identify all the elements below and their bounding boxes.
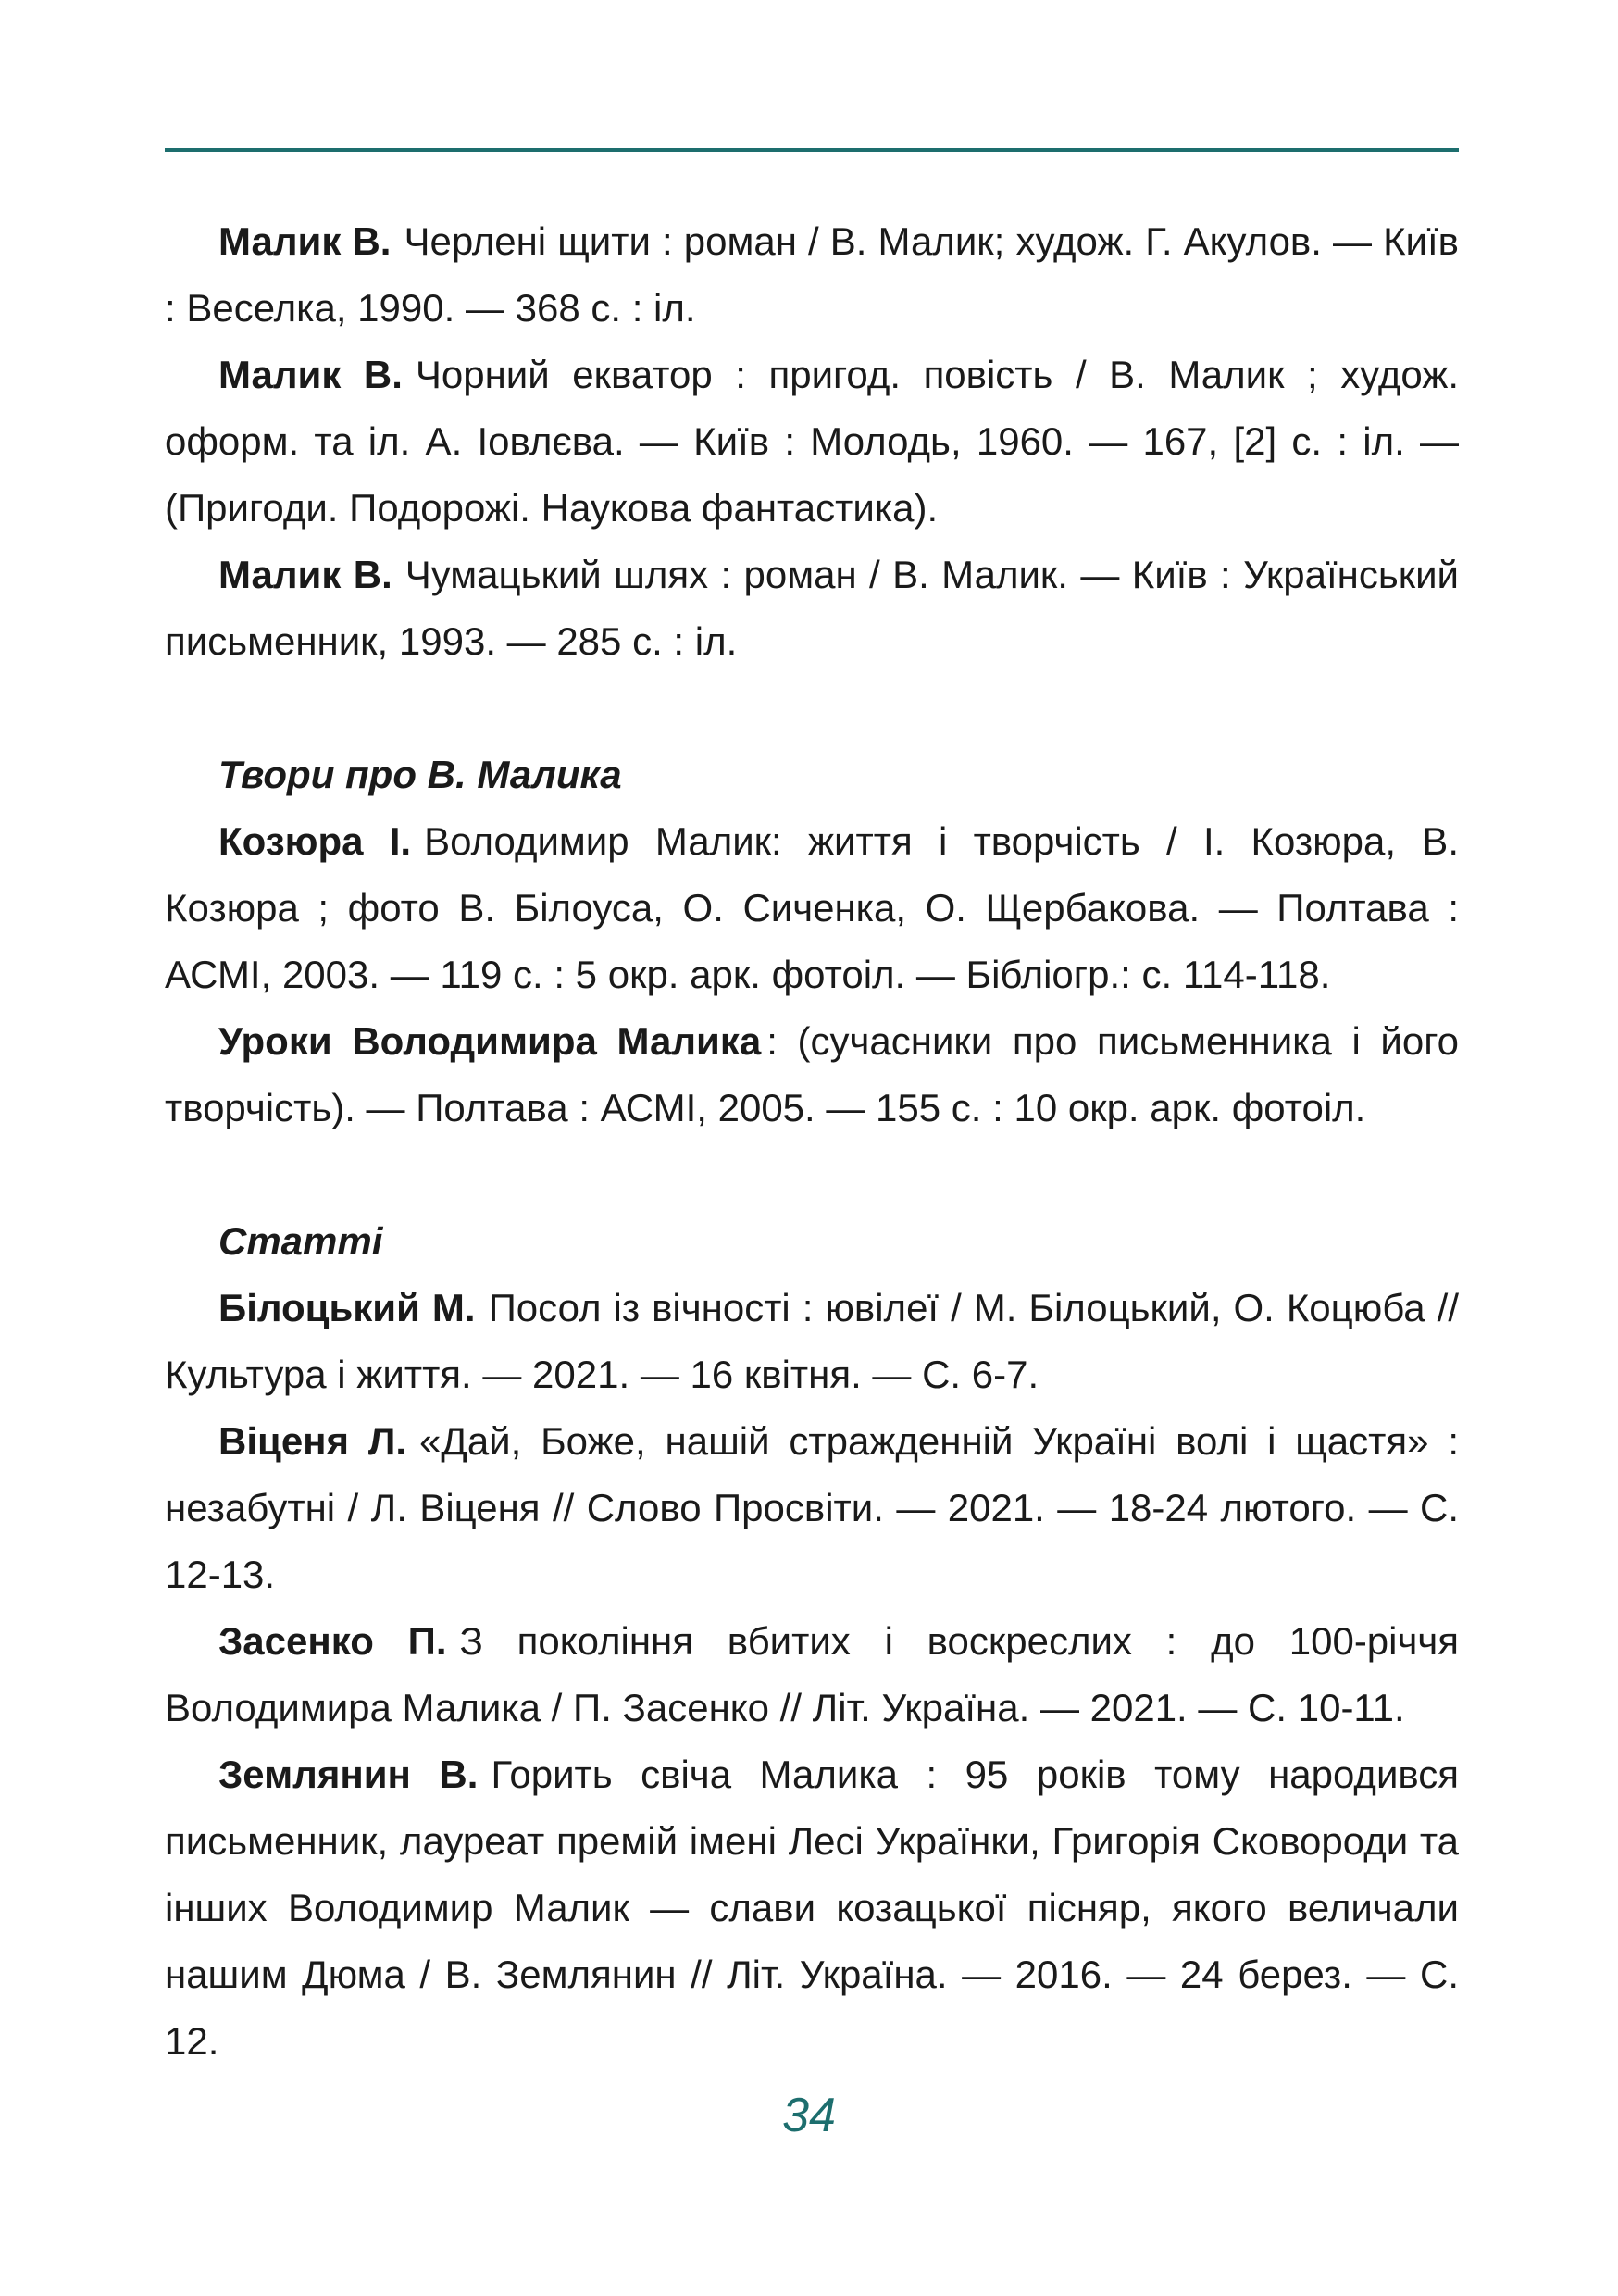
entry-author: Малик В. [218,219,392,263]
entry-author: Засенко П. [218,1619,447,1663]
section-heading-articles: Статті [218,1219,383,1263]
entry-author: Віценя Л. [218,1419,407,1463]
bibliography-entry [165,1408,1459,1608]
entry-author: Уроки Володимира Малика [218,1019,762,1063]
entry-text: Володимир Малик: життя і творчість / І. Козюра, В. Козюра ; фото В. Білоуса, О. Сиченка, О. Щербакова. — Полтава : АСМІ, 2003. — 119 с. : 5 окр. арк. фотоіл. — Бібліогр.: с. 114-118. [165,819,1459,996]
section-gap [165,1142,1459,1208]
entry-text: З покоління вбитих і воскреслих : до 100-річчя Володимира Малика / П. Засенко // Літ. Україна. — 2021. — С. 10-11. [165,1619,1459,1729]
entry-text: Черлені щити : роман / В. Малик; худож. Г. Акулов. — Київ : Веселка, 1990. — 368 с. : іл. [165,219,1459,330]
entry-text: Посол із вічності : ювілеї / М. Білоцький, О. Коцюба // Культура і життя. — 2021. — 16 квітня. — С. 6-7. [165,1286,1459,1396]
page-content [165,208,1459,2075]
entry-text: Чумацький шлях : роман / В. Малик. — Київ : Український письменник, 1993. — 285 с. : іл. [165,553,1460,663]
entry-author: Білоцький М. [218,1286,476,1329]
bibliography-entry [165,1741,1459,2075]
entry-author: Малик В. [218,353,403,396]
bibliography-entry [165,808,1459,1008]
entry-author: Малик В. [218,553,392,596]
entry-author: Землянин В. [218,1753,479,1796]
entry-text: : (сучасники про письменника і його творчість). — Полтава : АСМІ, 2005. — 155 с. : 10 окр. арк. фотоіл. [165,1019,1460,1129]
entry-text: Чорний екватор : пригод. повість / В. Малик ; худож. оформ. та іл. А. Іовлєва. — Київ : Молодь, 1960. — 167, [2] с. : іл. — (Пригоди. Подорожі. Наукова фантастика). [165,353,1459,530]
section-gap [165,675,1459,742]
bibliography-entry [165,542,1459,675]
bibliography-entry [165,208,1459,342]
page-number: 34 [782,2089,836,2142]
bibliography-entry [165,1608,1459,1741]
bibliography-entry [165,342,1459,542]
entry-author: Козюра І. [218,819,412,863]
section-heading-works: Твори про В. Малика [218,753,622,796]
bibliography-entry [165,1008,1459,1142]
entry-text: «Дай, Боже, нашій стражденній Україні волі і щастя» : незабутні / Л. Віценя // Слово Просвіти. — 2021. — 18-24 лютого. — С. 12-13. [165,1419,1459,1596]
top-rule [165,148,1459,152]
bibliography-entry [165,1275,1459,1408]
entry-text: Горить свіча Малика : 95 років тому народився письменник, лауреат премій імені Лесі Українки, Григорія Сковороди та інших Володимир Малик — слави козацької пісняр, якого величали нашим Дюма / В. Землянин // Літ. Україна. — 2016. — 24 берез. — С. 12. [165,1753,1459,2063]
